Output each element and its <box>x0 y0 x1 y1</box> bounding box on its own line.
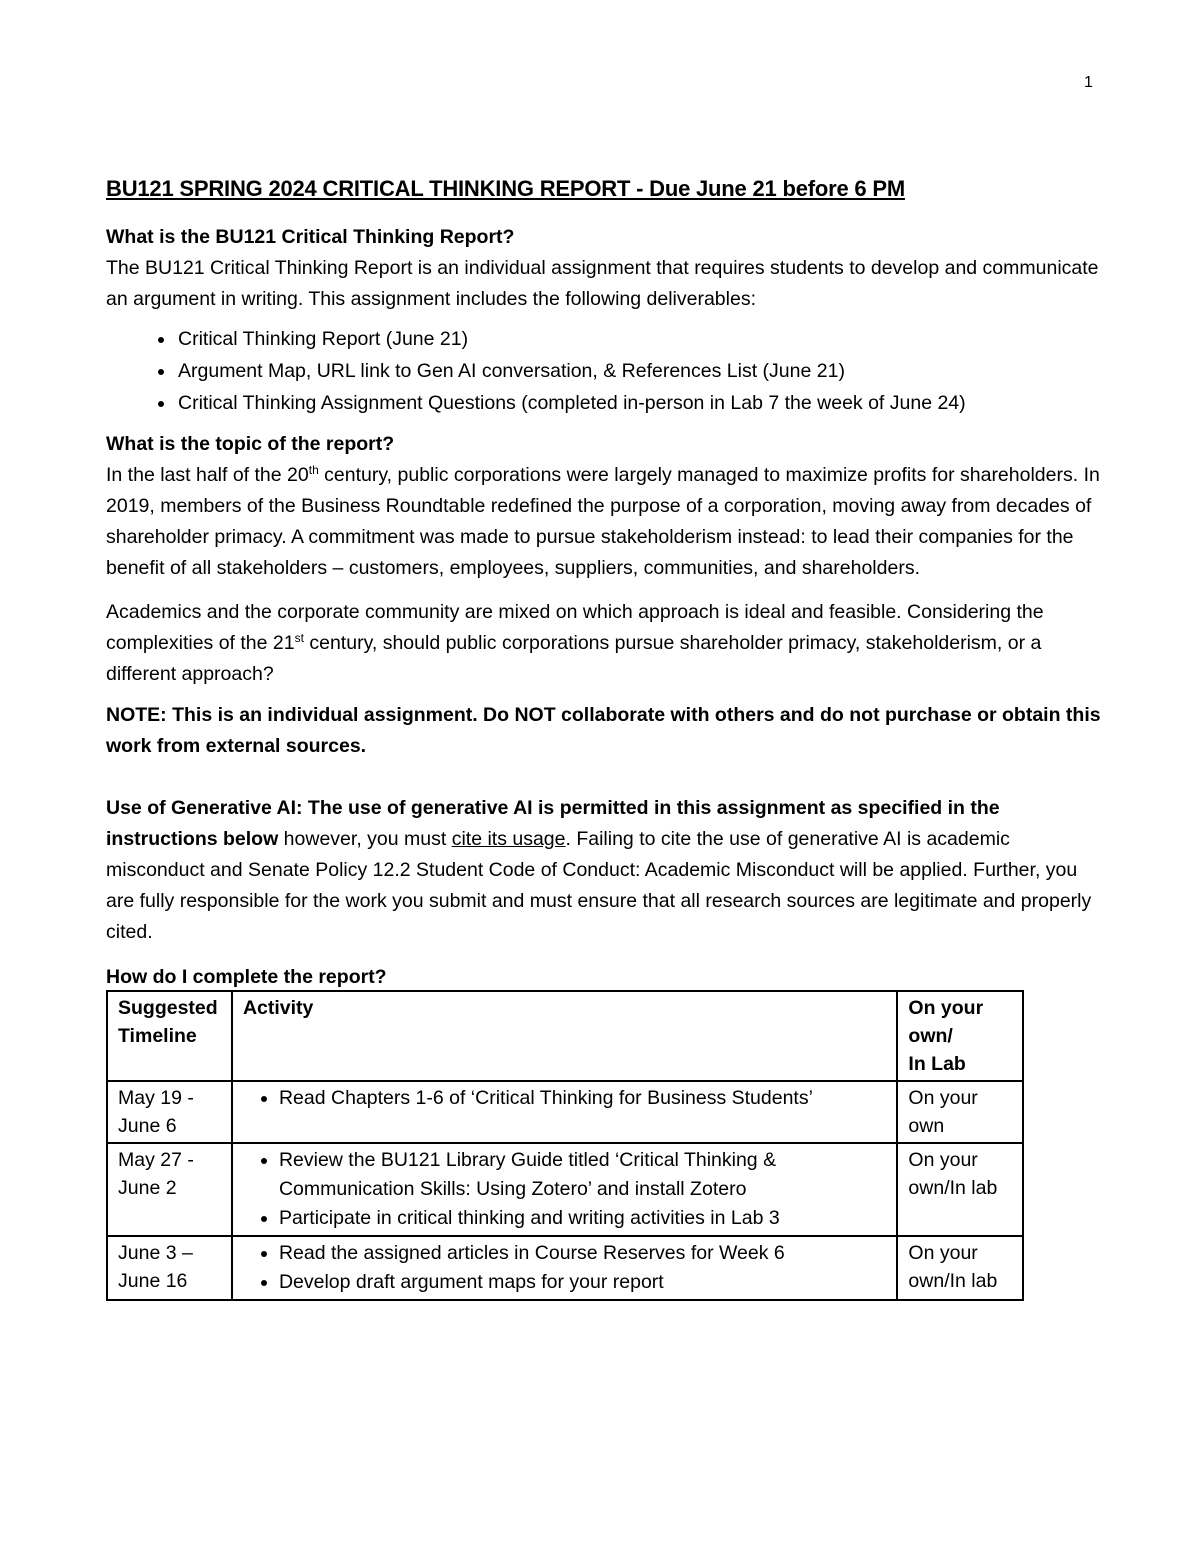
timeline-cell: May 27 - June 2 <box>107 1143 232 1236</box>
deliverables-list <box>106 323 1106 419</box>
section-heading: What is the topic of the report? <box>106 433 395 455</box>
activity-cell <box>232 1143 897 1236</box>
activity-cell <box>232 1236 897 1300</box>
section-topic <box>106 429 1106 762</box>
location-cell: On your own/In lab <box>897 1143 1023 1236</box>
individual-work-note: NOTE: This is an individual assignment. Do NOT collaborate with others and do not purchase or obtain this work from external sources. <box>106 704 1101 757</box>
timeline-cell: May 19 - June 6 <box>107 1081 232 1143</box>
list-item: • Read Chapters 1-6 of ‘Critical Thinking for Business Students’ <box>279 1084 886 1113</box>
list-item: • Critical Thinking Assignment Questions (completed in-person in Lab 7 the week of June 24) <box>176 387 1106 419</box>
list-item: • Develop draft argument maps for your report <box>279 1268 886 1297</box>
list-item: • Participate in critical thinking and writing activities in Lab 3 <box>279 1204 886 1233</box>
timeline-cell: June 3 – June 16 <box>107 1236 232 1300</box>
location-cell: On your own <box>897 1081 1023 1143</box>
table-row <box>107 1081 1023 1143</box>
topic-paragraph-2: Academics and the corporate community are mixed on which approach is ideal and feasible. Considering the complexities of the 21st century, should public corporations pursue shareholder primacy, stakeholderism, or a different approach? <box>106 601 1044 685</box>
table-row <box>107 1236 1023 1300</box>
list-item: • Review the BU121 Library Guide titled ‘Critical Thinking & Communication Skills: Using Zotero’ and install Zotero <box>279 1146 886 1204</box>
column-header-activity: Activity <box>232 991 897 1081</box>
list-item: • Critical Thinking Report (June 21) <box>176 323 1106 355</box>
page-number: 1 <box>1084 74 1093 91</box>
timeline-table <box>106 990 1024 1301</box>
list-item: • Argument Map, URL link to Gen AI conversation, & References List (June 21) <box>176 355 1106 387</box>
section-heading: What is the BU121 Critical Thinking Report? <box>106 226 515 248</box>
table-header-row <box>107 991 1023 1081</box>
section-what-is-report <box>106 222 1106 419</box>
generative-ai-policy: Use of Generative AI: The use of generative AI is permitted in this assignment as specified in the instructions below however, you must cite its usage. Failing to cite the use of generative AI is academic misconduct and Senate Policy 12.2 Student Code of Conduct: Academic Misconduct will be applied. Further, you are fully responsible for the work you submit and must ensure that all research sources are legitimate and properly cited. <box>106 797 1092 943</box>
section-heading: How do I complete the report? <box>106 966 387 988</box>
topic-paragraph-1: In the last half of the 20th century, public corporations were largely managed to maximize profits for shareholders. In 2019, members of the Business Roundtable redefined the purpose of a corporation, moving away from decades of shareholder primacy. A commitment was made to pursue stakeholderism instead: to lead their companies for the benefit of all stakeholders – customers, employees, suppliers, communities, and shareholders. <box>106 463 1100 579</box>
list-item: • Read the assigned articles in Course Reserves for Week 6 <box>279 1239 886 1268</box>
document-title: BU121 SPRING 2024 CRITICAL THINKING REPORT - Due June 21 before 6 PM <box>106 176 905 201</box>
report-description: The BU121 Critical Thinking Report is an individual assignment that requires students to develop and communicate an argument in writing. This assignment includes the following deliverables: <box>106 257 1099 310</box>
location-cell: On your own/In lab <box>897 1236 1023 1300</box>
document-body <box>106 176 1106 1301</box>
column-header-location: On your own/ In Lab <box>897 991 1023 1081</box>
table-row <box>107 1143 1023 1236</box>
column-header-timeline: Suggested Timeline <box>107 991 232 1081</box>
activity-cell <box>232 1081 897 1143</box>
